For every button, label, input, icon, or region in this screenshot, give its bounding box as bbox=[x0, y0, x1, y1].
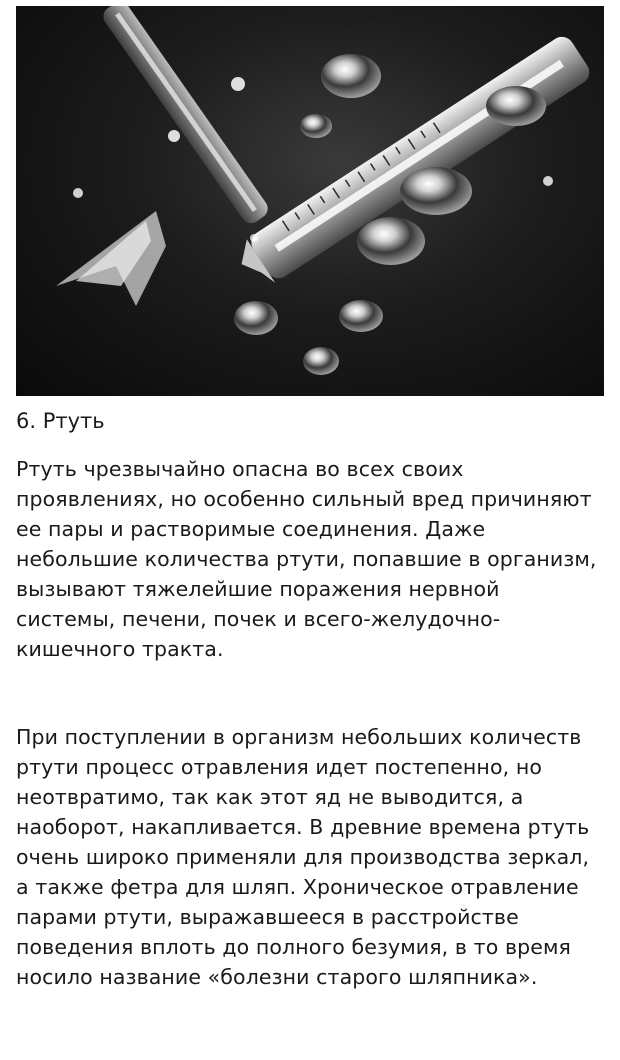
thermometer-back bbox=[100, 6, 272, 227]
broken-thermometer-illustration bbox=[16, 6, 604, 396]
paragraph-1: Ртуть чрезвычайно опасна во всех своих проявлениях, но особенно сильный вред причиняют ее пары и растворимые соединения. Даже небольшие количества ртути, попавшие в организм, вызывают тяжелейшие поражения нервной системы, печени, почек и всего-желудочно-кишечного тракта. bbox=[16, 457, 597, 661]
section-heading: 6. Ртуть bbox=[16, 409, 105, 433]
glass-shard bbox=[56, 211, 166, 306]
article-photo bbox=[16, 6, 604, 396]
paragraph-2: При поступлении в организм небольших количеств ртути процесс отравления идет постепенно, но неотвратимо, так как этот яд не выводится, а наоборот, накапливается. В древние времена ртуть очень широко применяли для производства зеркал, а также фетра для шляп. Хроническое отравление парами ртути, выражавшееся в расстройстве поведения вплоть до полного безумия, в то время носило название «болезни старого шляпника». bbox=[16, 725, 590, 989]
